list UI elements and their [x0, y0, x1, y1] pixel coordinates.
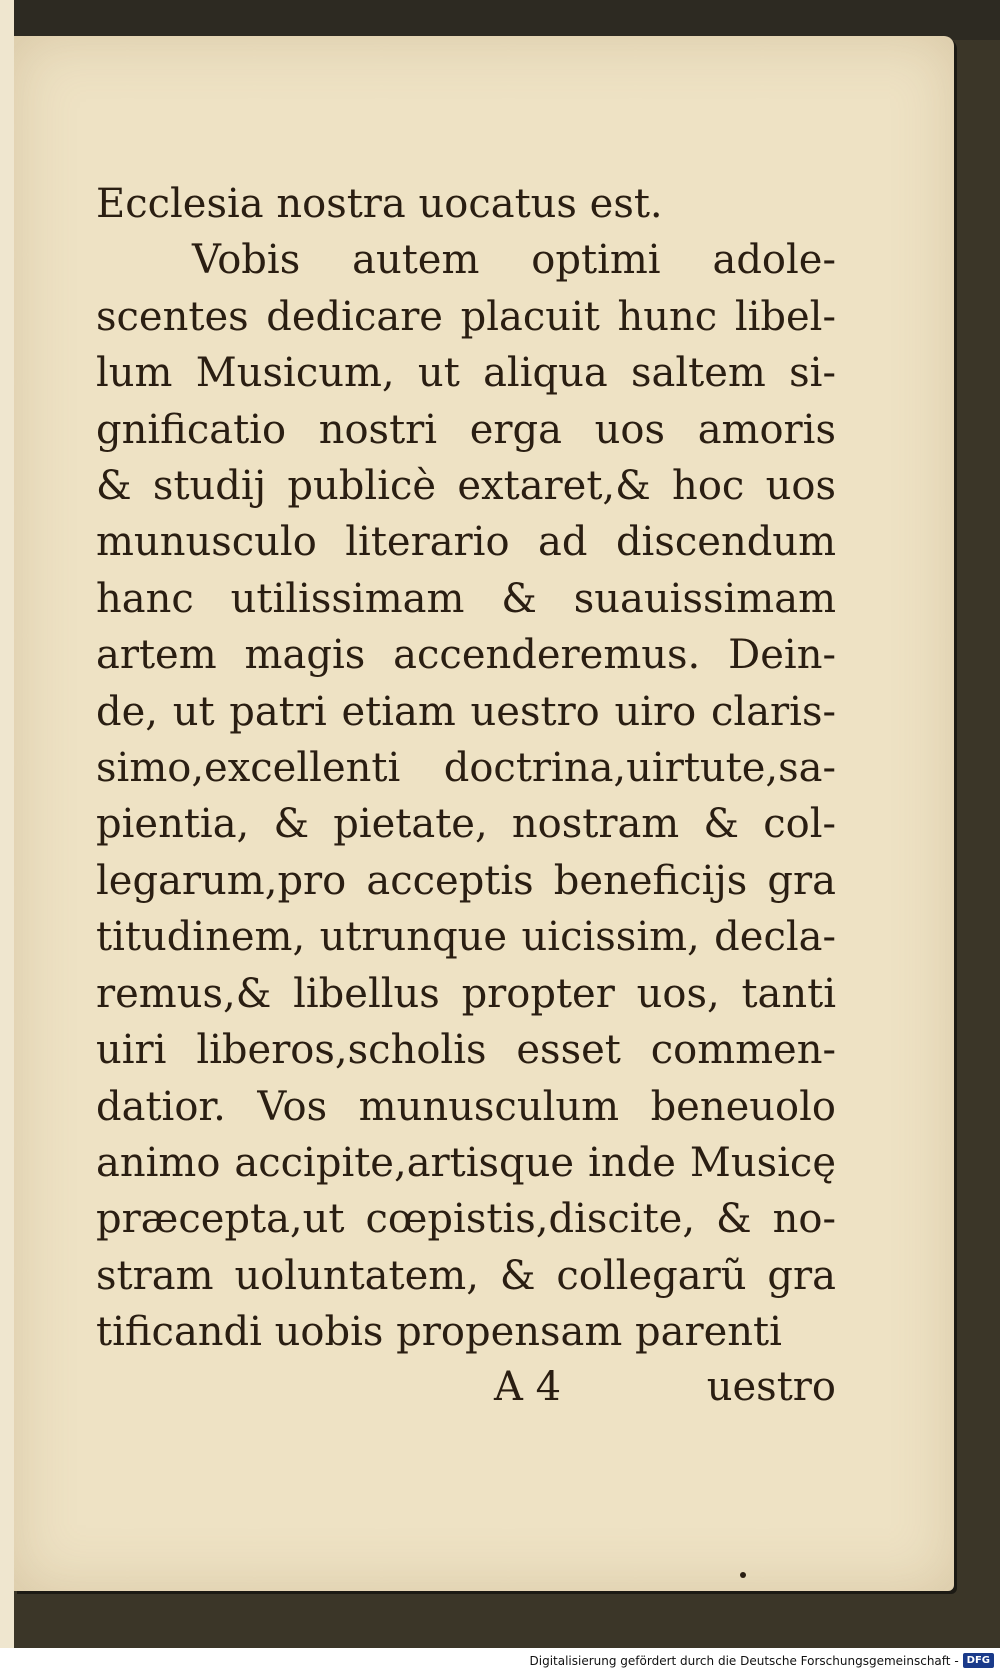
text-line: lum Musicum, ut aliqua saltem si-	[96, 350, 836, 397]
dfg-logo: DFG	[963, 1653, 994, 1668]
text-line: stram uoluntatem, & collegarũ gra	[96, 1252, 836, 1299]
catchword: uestro	[706, 1364, 836, 1410]
text-line: artem magis accenderemus. Dein-	[96, 632, 836, 679]
digitization-footer	[0, 1648, 1000, 1673]
book-cover-edge	[14, 0, 1000, 40]
text-line: datior. Vos munusculum beneuolo	[96, 1083, 836, 1130]
text-line: titudinem, utrunque uicissim, decla-	[96, 914, 836, 961]
text-line: gnificatio nostri erga uos amoris	[96, 406, 836, 453]
book-page	[14, 36, 954, 1591]
page-text	[96, 176, 836, 1361]
text-line: remus,& libellus propter uos, tanti	[96, 970, 836, 1017]
text-line: simo,excellenti doctrina,uirtute,sa-	[96, 745, 836, 792]
text-line: scentes dedicare placuit hunc libel-	[96, 293, 836, 340]
text-line: pientia, & pietate, nostram & col-	[96, 801, 836, 848]
text-line: hanc utilissimam & suauissimam	[96, 575, 836, 622]
signature-mark: A 4	[494, 1364, 562, 1410]
text-line: & studij publicè extaret,& hoc uos	[96, 463, 836, 510]
text-line: legarum,pro acceptis beneficijs gra	[96, 857, 836, 904]
text-line: de, ut patri etiam uestro uiro claris-	[96, 688, 836, 735]
footer-credit-text: Digitalisierung gefördert durch die Deutsche Forschungsgemeinschaft -	[529, 1653, 959, 1668]
text-line: Vobis autem optimi adole-	[192, 237, 836, 284]
text-line: animo accipite,artisque inde Musicę	[96, 1139, 836, 1186]
text-line: munusculo literario ad discendum	[96, 519, 836, 566]
ink-spot	[740, 1572, 746, 1578]
text-line: Ecclesia nostra uocatus est.	[96, 181, 663, 227]
text-line: tificandi uobis propensam parenti	[96, 1309, 782, 1356]
text-line: uiri liberos,scholis esset commen-	[96, 1027, 836, 1074]
text-line: præcepta,ut cœpistis,discite, & no-	[96, 1196, 836, 1243]
left-page-edge	[0, 0, 14, 1673]
